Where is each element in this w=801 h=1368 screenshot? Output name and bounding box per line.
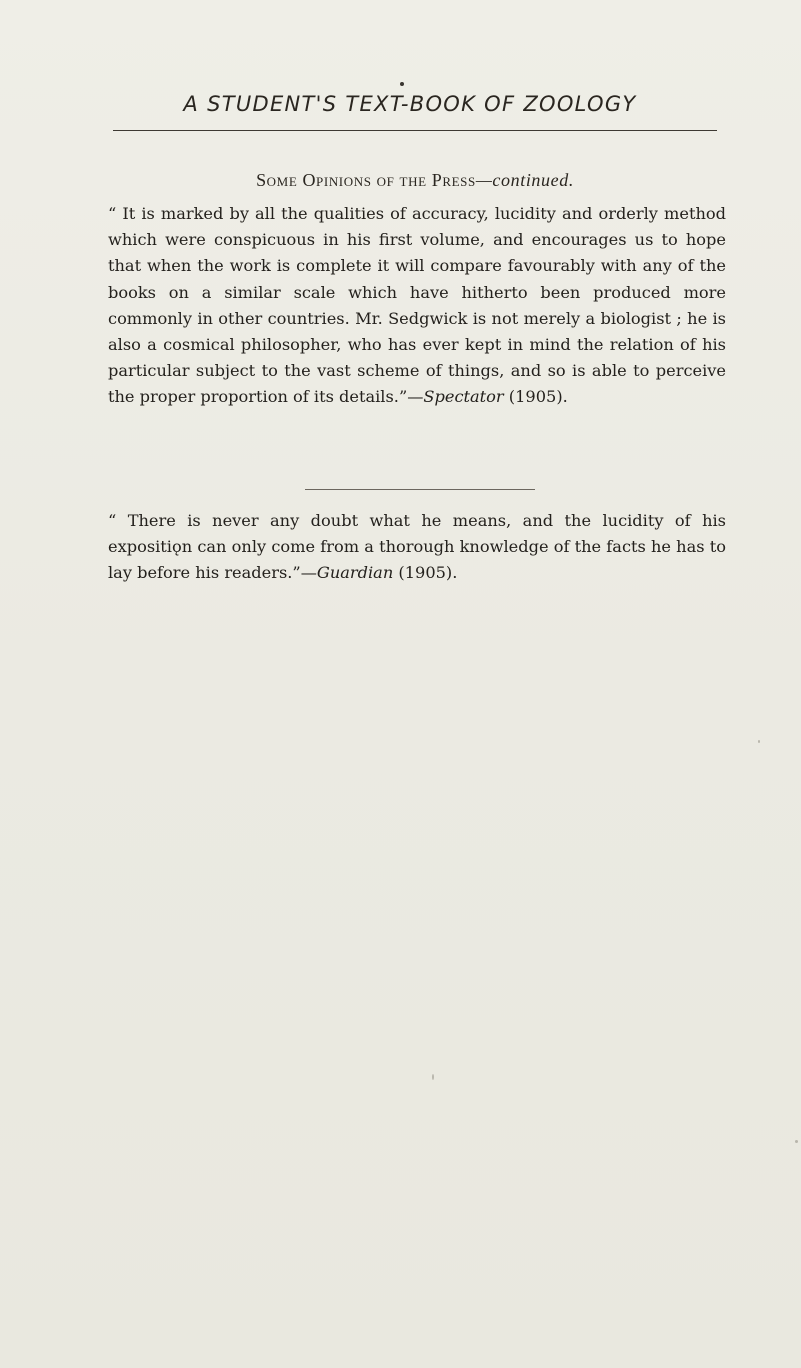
- press-quote-spectator: [108, 201, 726, 411]
- quote-source: Guardian: [316, 563, 394, 583]
- section-heading-title: Some Opinions of the Press: [256, 170, 476, 190]
- quote-year: (1905).: [503, 387, 568, 407]
- press-quote-guardian: [108, 508, 726, 587]
- paper-speck: [432, 1074, 434, 1080]
- quote-source: Spectator: [423, 387, 504, 407]
- section-heading: [113, 170, 717, 191]
- quote-divider: [305, 489, 535, 490]
- section-heading-continued: —continued.: [475, 170, 574, 190]
- quote-text: “ There is never any doubt what he means, and the lucidity of his expositiǫn can only come from a thorough knowledge of the facts he has to lay before his readers.”—: [108, 511, 726, 583]
- paper-speck: [795, 1140, 798, 1143]
- header-rule: [113, 130, 717, 131]
- running-head: A STUDENT'S TEXT-BOOK OF ZOOLOGY: [183, 92, 637, 116]
- paper-speck: [758, 740, 760, 743]
- quote-text: “ It is marked by all the qualities of accuracy, lucidity and orderly method which were conspicuous in his first volume, and encourages us to hope that when the work is complete it will compare favourably with any of the books on a similar scale which have hitherto been produced more commonly in other countries. Mr. Sedgwick is not merely a biologist ; he is also a cosmical philosopher, who has ever kept in mind the relation of his particular subject to the vast scheme of things, and so is able to perceive the proper proportion of its details.”—: [108, 204, 726, 407]
- quote-year: (1905).: [393, 563, 458, 583]
- ink-dot: [400, 82, 404, 86]
